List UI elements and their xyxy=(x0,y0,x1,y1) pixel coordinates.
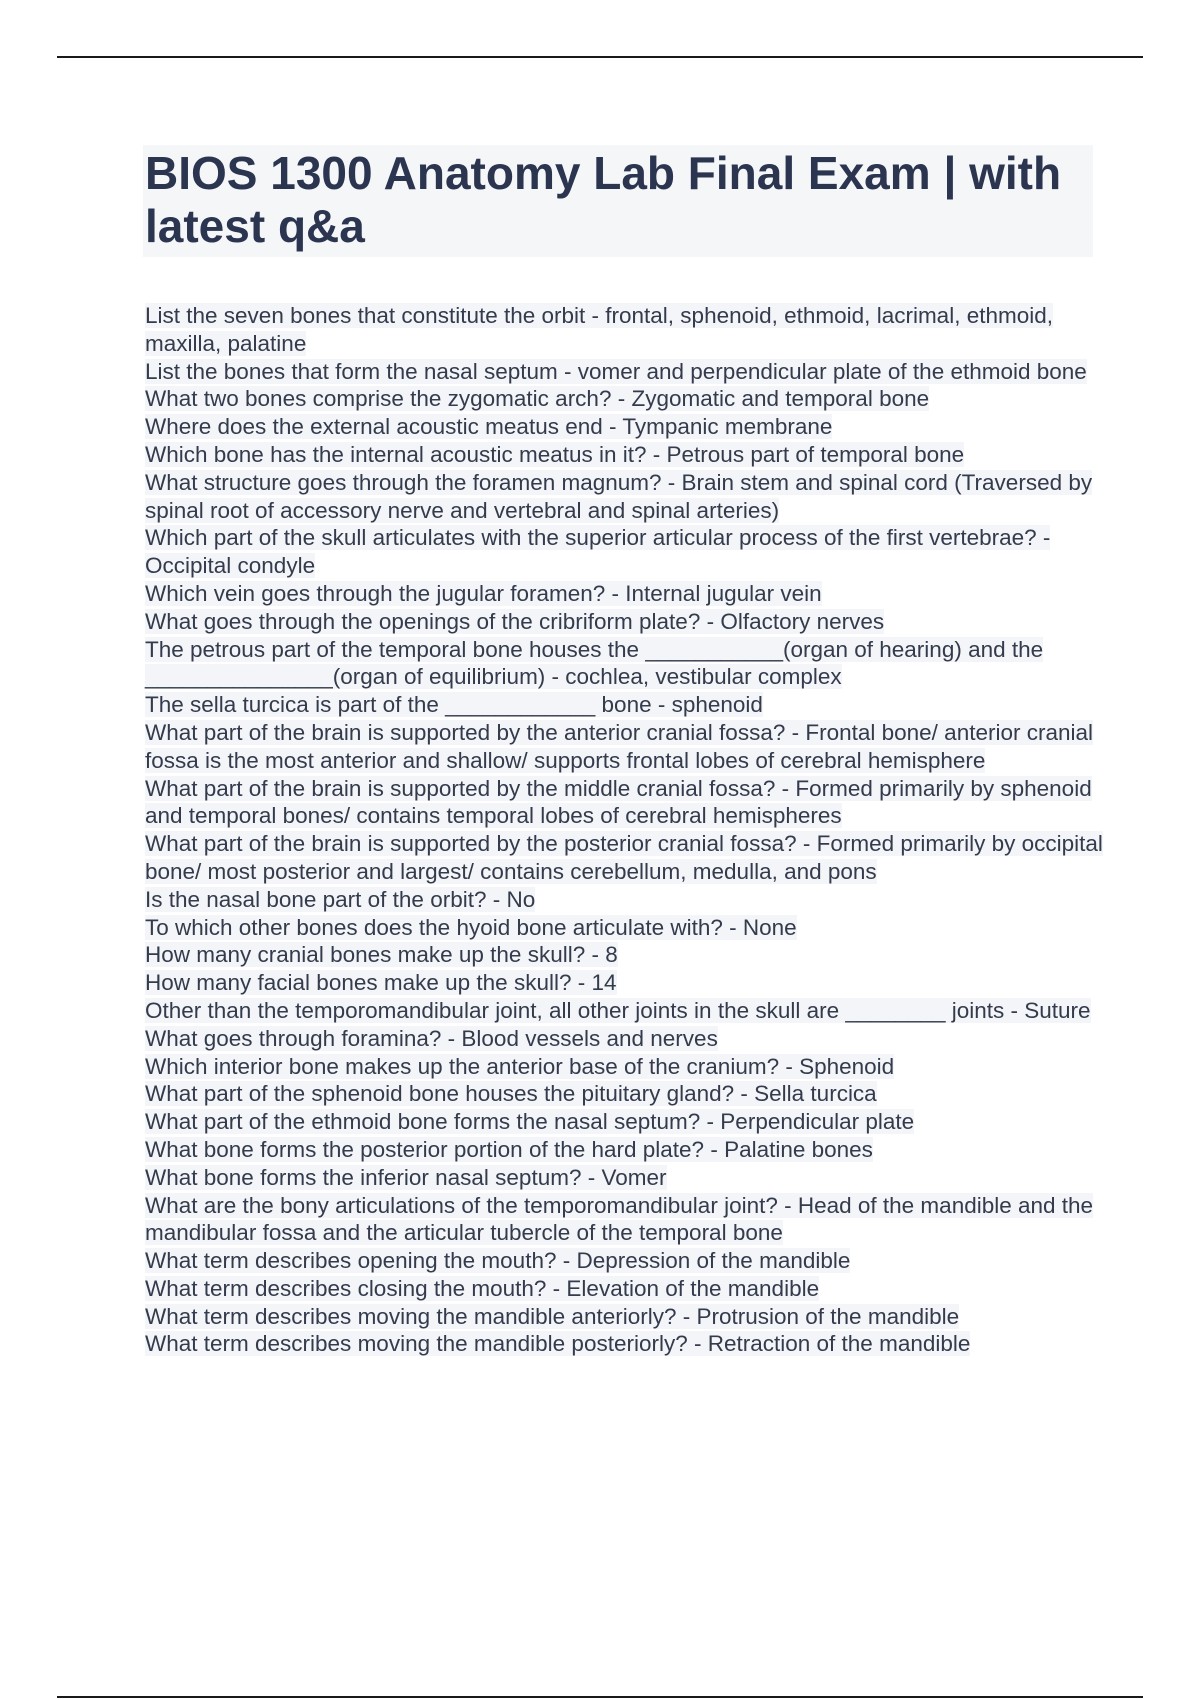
qa-item xyxy=(145,775,1105,831)
qa-text: What term describes opening the mouth? - Depression of the mandible xyxy=(145,1248,851,1274)
qa-text: Which vein goes through the jugular foramen? - Internal jugular vein xyxy=(145,580,822,606)
qa-item xyxy=(145,358,1105,386)
qa-text: Which interior bone makes up the anterior base of the cranium? - Sphenoid xyxy=(145,1053,895,1079)
qa-text: What term describes moving the mandible posteriorly? - Retraction of the mandible xyxy=(145,1331,971,1357)
qa-text: What two bones comprise the zygomatic arch? - Zygomatic and temporal bone xyxy=(145,386,930,412)
qa-item xyxy=(145,1164,1105,1192)
qa-item xyxy=(145,941,1105,969)
qa-item xyxy=(145,1303,1105,1331)
qa-text: What part of the sphenoid bone houses the pituitary gland? - Sella turcica xyxy=(145,1081,877,1107)
qa-item xyxy=(145,1108,1105,1136)
qa-item xyxy=(145,413,1105,441)
qa-text: To which other bones does the hyoid bone articulate with? - None xyxy=(145,914,797,940)
qa-item xyxy=(145,1080,1105,1108)
qa-text: What part of the ethmoid bone forms the nasal septum? - Perpendicular plate xyxy=(145,1109,915,1135)
qa-item xyxy=(145,1330,1105,1358)
qa-item xyxy=(145,441,1105,469)
qa-item xyxy=(145,691,1105,719)
qa-text: The petrous part of the temporal bone houses the ___________(organ of hearing) and the _______________(organ of equilibrium) - cochlea, vestibular complex xyxy=(145,636,1044,690)
qa-text: List the bones that form the nasal septum - vomer and perpendicular plate of the ethmoid bone xyxy=(145,358,1087,384)
qa-item xyxy=(145,580,1105,608)
qa-text: What bone forms the inferior nasal septum? - Vomer xyxy=(145,1164,667,1190)
qa-item xyxy=(145,469,1105,525)
qa-item xyxy=(145,1247,1105,1275)
qa-item xyxy=(145,969,1105,997)
qa-text: What part of the brain is supported by the middle cranial fossa? - Formed primarily by sphenoid and temporal bones/ contains temporal lobes of cerebral hemispheres xyxy=(145,775,1092,829)
qa-item xyxy=(145,719,1105,775)
qa-item xyxy=(145,1136,1105,1164)
qa-item xyxy=(145,385,1105,413)
qa-item xyxy=(145,636,1105,692)
qa-text: What goes through foramina? - Blood vessels and nerves xyxy=(145,1025,718,1051)
qa-text: What bone forms the posterior portion of the hard plate? - Palatine bones xyxy=(145,1136,873,1162)
qa-text: How many cranial bones make up the skull? - 8 xyxy=(145,942,618,968)
bottom-rule xyxy=(57,1696,1143,1698)
qa-text: Which bone has the internal acoustic meatus in it? - Petrous part of temporal bone xyxy=(145,441,965,467)
qa-item xyxy=(145,997,1105,1025)
qa-text: Where does the external acoustic meatus end - Tympanic membrane xyxy=(145,414,833,440)
title-block xyxy=(143,145,1093,257)
document-title: BIOS 1300 Anatomy Lab Final Exam | with latest q&a xyxy=(145,147,1062,252)
qa-text: How many facial bones make up the skull? - 14 xyxy=(145,970,617,996)
qa-text: What part of the brain is supported by the anterior cranial fossa? - Frontal bone/ anterior cranial fossa is the most anterior and shallow/ supports frontal lobes of cerebral hemisphere xyxy=(145,719,1093,773)
qa-item xyxy=(145,1275,1105,1303)
qa-item xyxy=(145,830,1105,886)
qa-list xyxy=(145,302,1105,1358)
qa-item xyxy=(145,1192,1105,1248)
qa-text: What term describes closing the mouth? - Elevation of the mandible xyxy=(145,1275,820,1301)
qa-text: What part of the brain is supported by the posterior cranial fossa? - Formed primarily by occipital bone/ most posterior and largest/ contains cerebellum, medulla, and pons xyxy=(145,831,1103,884)
qa-item xyxy=(145,302,1105,358)
qa-text: Which part of the skull articulates with the superior articular process of the first vertebrae? - Occipital condyle xyxy=(145,525,1051,579)
qa-text: Other than the temporomandibular joint, all other joints in the skull are ________ joints - Suture xyxy=(145,997,1091,1023)
qa-item xyxy=(145,886,1105,914)
qa-item xyxy=(145,914,1105,942)
top-rule xyxy=(57,56,1143,58)
qa-text: What term describes moving the mandible anteriorly? - Protrusion of the mandible xyxy=(145,1303,960,1329)
qa-item xyxy=(145,524,1105,580)
qa-text: What structure goes through the foramen magnum? - Brain stem and spinal cord (Traversed by spinal root of accessory nerve and vertebral and spinal arteries) xyxy=(145,469,1093,523)
qa-text: What goes through the openings of the cribriform plate? - Olfactory nerves xyxy=(145,608,885,634)
qa-text: The sella turcica is part of the ____________ bone - sphenoid xyxy=(145,692,763,718)
qa-item xyxy=(145,608,1105,636)
qa-text: Is the nasal bone part of the orbit? - No xyxy=(145,886,536,912)
qa-item xyxy=(145,1053,1105,1081)
qa-item xyxy=(145,1025,1105,1053)
qa-text: List the seven bones that constitute the orbit - frontal, sphenoid, ethmoid, lacrimal, ethmoid, maxilla, palatine xyxy=(145,303,1053,356)
qa-text: What are the bony articulations of the temporomandibular joint? - Head of the mandible and the mandibular fossa and the articular tubercle of the temporal bone xyxy=(145,1192,1094,1246)
